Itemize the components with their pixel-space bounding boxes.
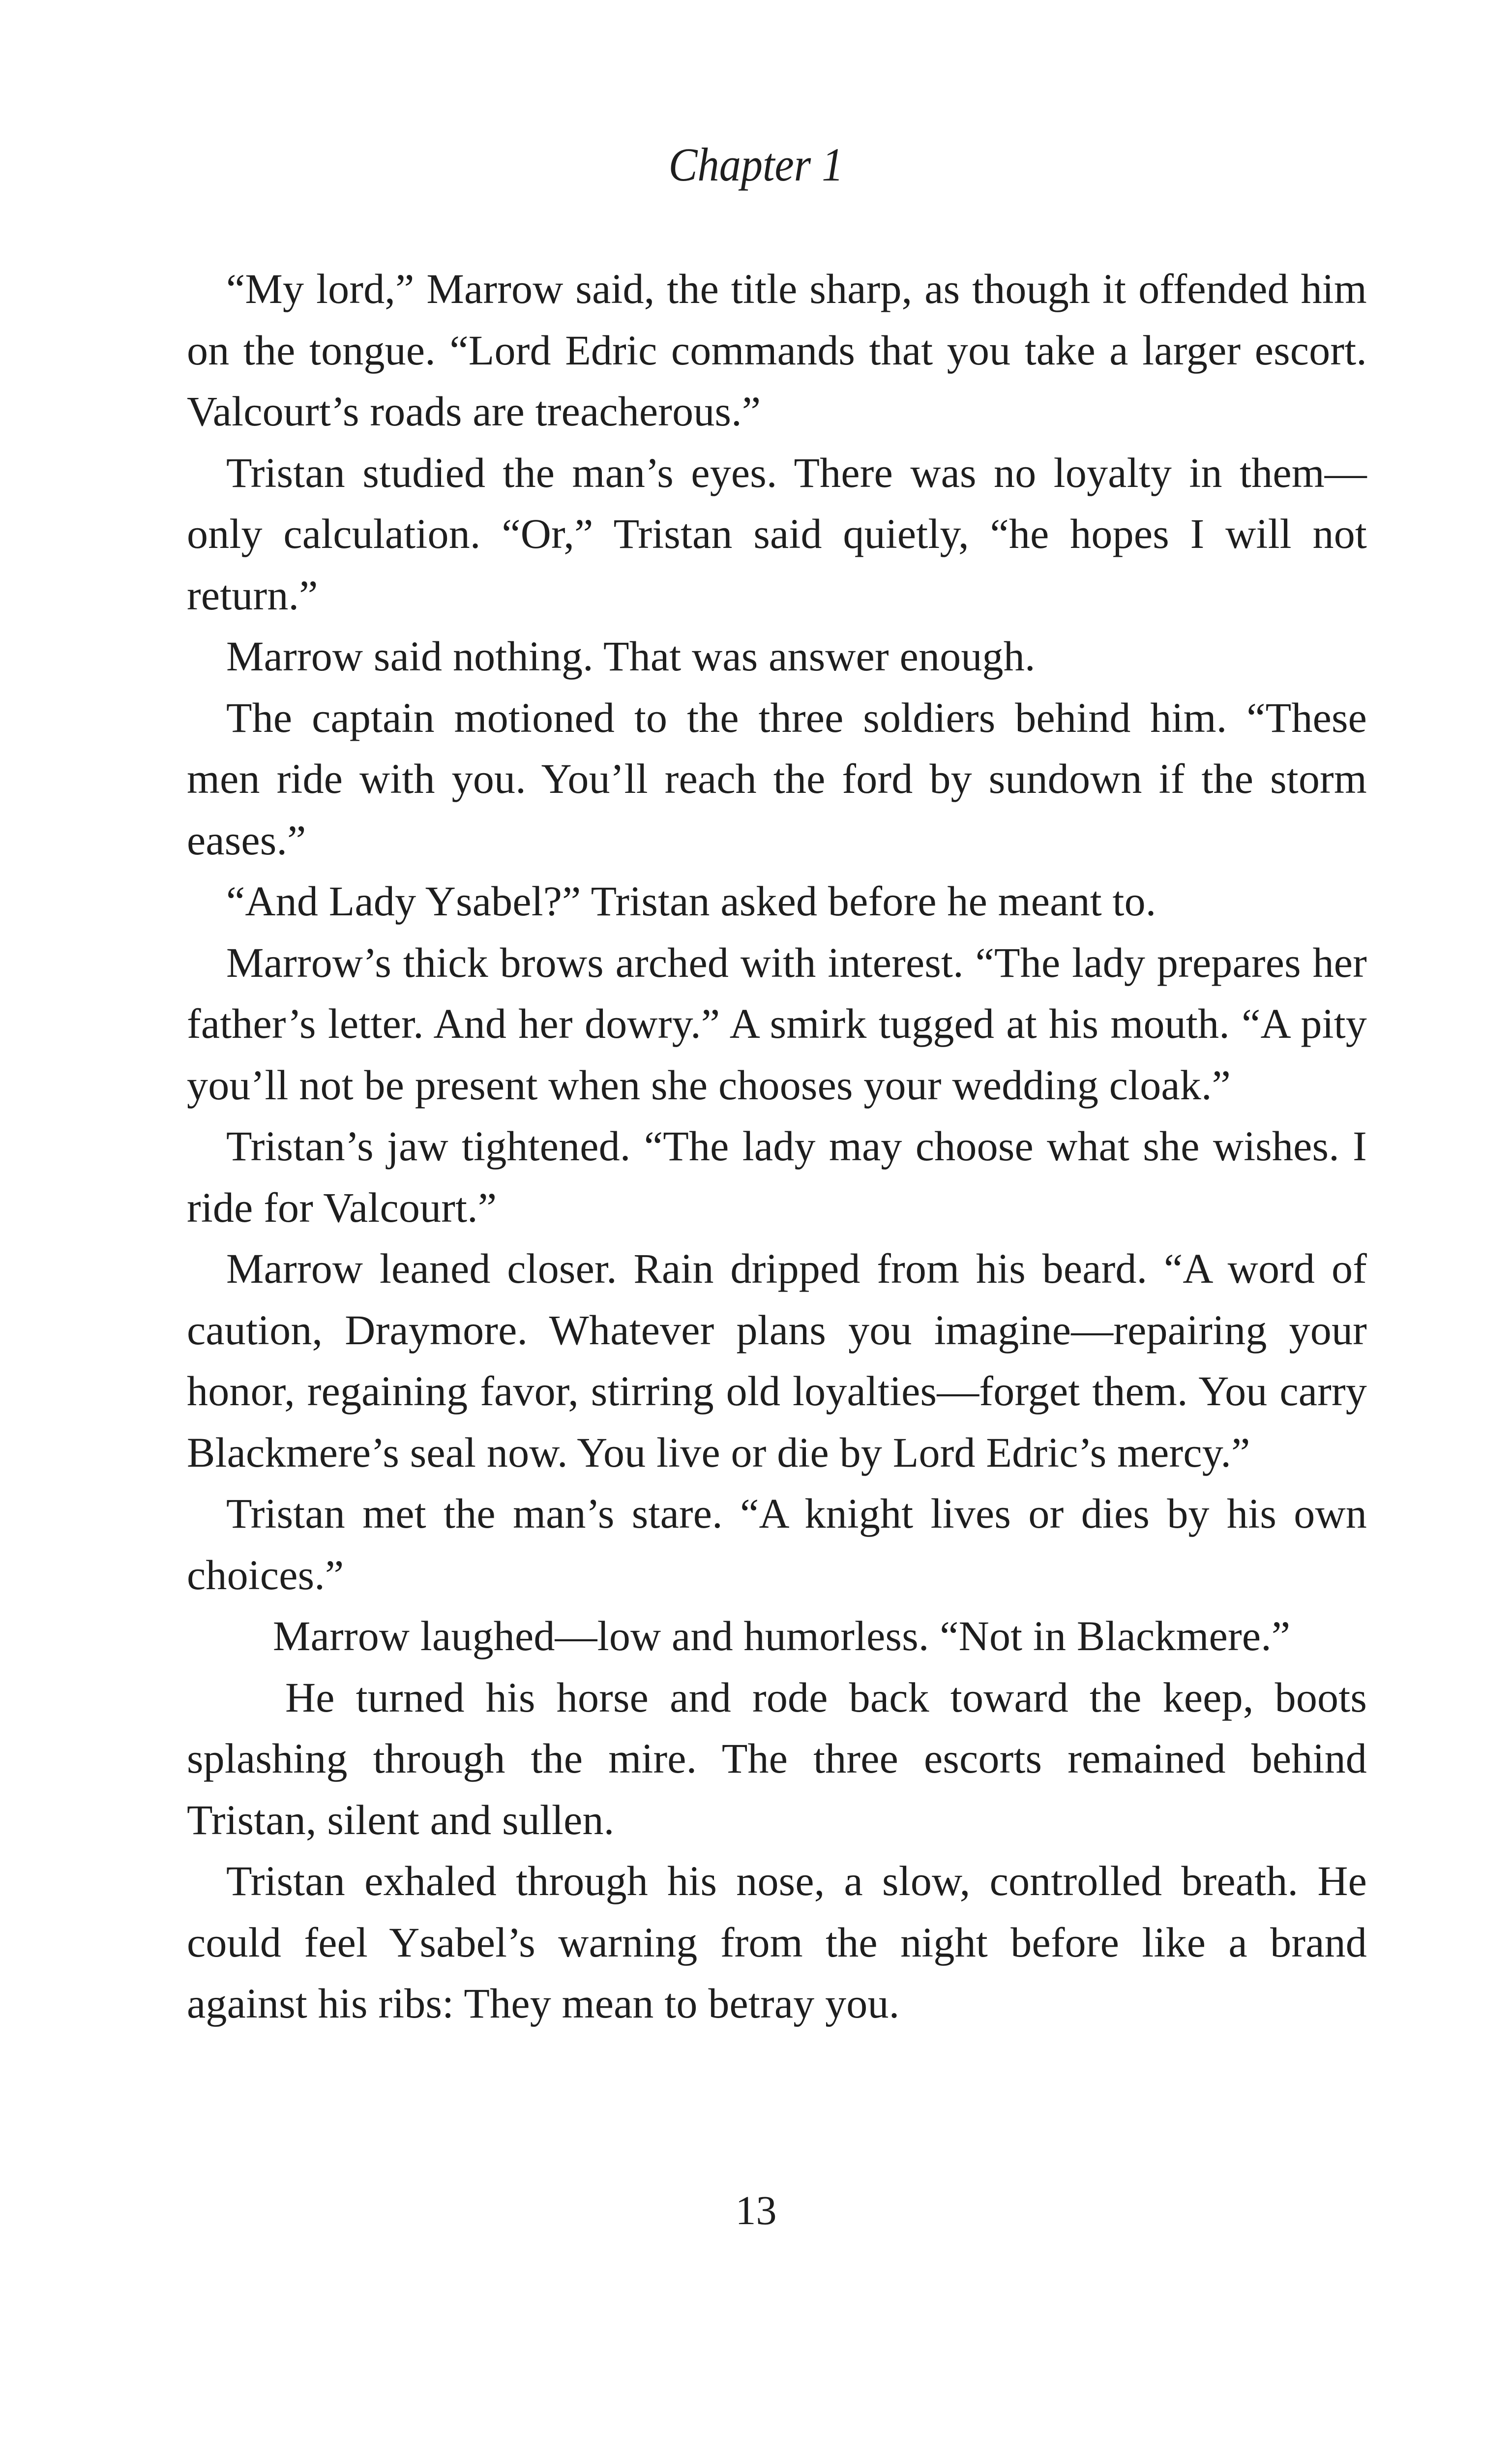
page-number: 13: [735, 2188, 777, 2233]
paragraph: The captain motioned to the three soldiers behind him. “These men ride with you. You’ll reach the ford by sundown if the storm eases.”: [187, 694, 1367, 864]
chapter-title: Chapter 1: [668, 138, 844, 191]
body-text: [187, 258, 1367, 2034]
paragraph: “My lord,” Marrow said, the title sharp, as though it offended him on the tongue. “Lord Edric commands that you take a larger escort. Valcourt’s roads are treacherous.”: [187, 265, 1367, 435]
paragraph: Marrow’s thick brows arched with interest. “The lady prepares her father’s letter. And her dowry.” A smirk tugged at his mouth. “A pity you’ll not be present when she chooses your wedding cloak.”: [187, 938, 1367, 1109]
paragraph: Tristan studied the man’s eyes. There was no loyalty in them—only calculation. “Or,” Tristan said quietly, “he hopes I will not return.”: [187, 449, 1367, 619]
paragraph: Tristan’s jaw tightened. “The lady may choose what she wishes. I ride for Valcourt.”: [187, 1122, 1367, 1231]
paragraph: Tristan exhaled through his nose, a slow, controlled breath. He could feel Ysabel’s warning from the night before like a brand against his ribs: They mean to betray you.: [187, 1857, 1367, 2027]
paragraph: Marrow said nothing. That was answer enough.: [226, 633, 1036, 680]
paragraph: “And Lady Ysabel?” Tristan asked before he meant to.: [226, 877, 1156, 925]
paragraph: Marrow laughed—low and humorless. “Not in Blackmere.”: [273, 1612, 1291, 1659]
paragraph: He turned his horse and rode back toward the keep, boots splashing through the mire. The three escorts remained behind Tristan, silent and sullen.: [187, 1673, 1367, 1843]
paragraph: Marrow leaned closer. Rain dripped from his beard. “A word of caution, Draymore. Whatever plans you imagine—repairing your honor, regaining favor, stirring old loyalties—forget them. You carry Blackmere’s seal now. You live or die by Lord Edric’s mercy.”: [187, 1245, 1367, 1476]
paragraph: Tristan met the man’s stare. “A knight lives or dies by his own choices.”: [187, 1490, 1367, 1599]
